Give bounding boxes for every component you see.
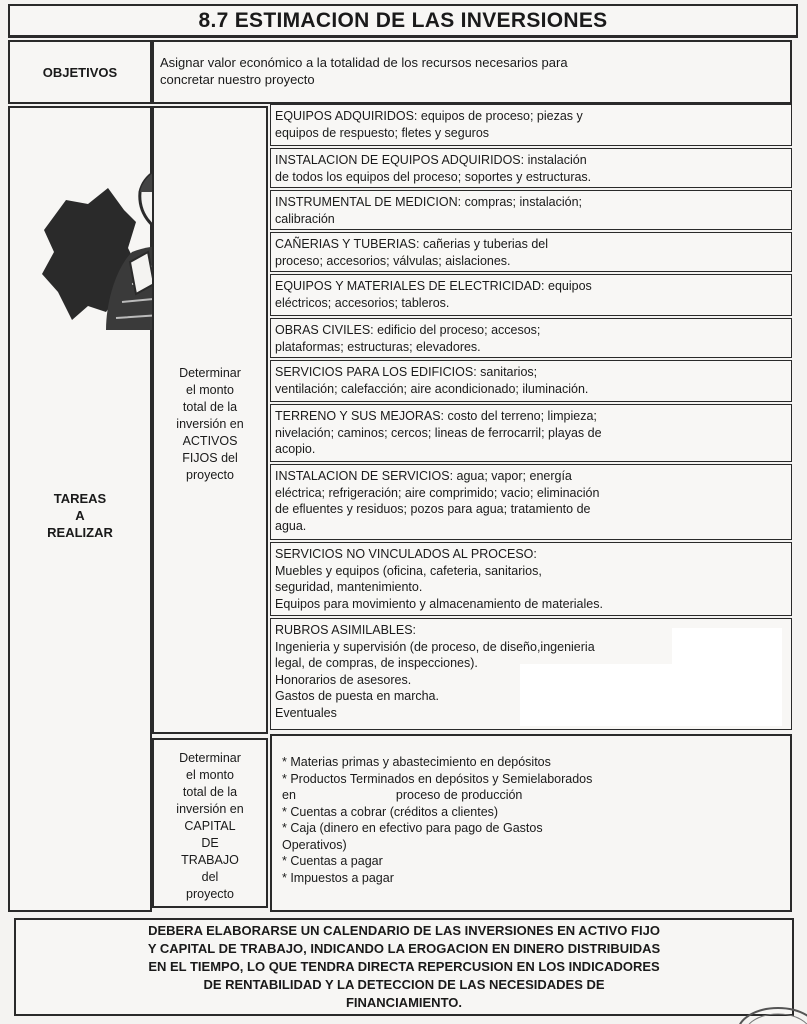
capital-item: * Materias primas y abastecimiento en depósitos — [282, 755, 551, 769]
activo-item-line: eléctrica; refrigeración; aire comprimido; vacio; eliminación — [275, 485, 600, 500]
activo-item-servicios-edificios — [270, 360, 792, 402]
activo-item-instalacion-servicios — [270, 464, 792, 540]
tareas-label-line: A — [75, 508, 85, 523]
activo-item-terreno — [270, 404, 792, 462]
capital-label-line: el monto — [186, 768, 234, 782]
activo-item-electricidad — [270, 274, 792, 316]
capital-label-line: proyecto — [186, 887, 234, 901]
activo-item-line: acopio. — [275, 442, 316, 456]
activo-item-line: Eventuales — [275, 705, 337, 720]
whiteout-mark — [672, 628, 782, 664]
capital-item: * Cuentas a cobrar (créditos a clientes) — [282, 804, 499, 819]
activo-item-line: OBRAS CIVILES: edificio del proceso; accesos; — [275, 323, 541, 337]
footer-line: DEBERA ELABORARSE UN CALENDARIO DE LAS INVERSIONES EN ACTIVO FIJO — [148, 923, 660, 938]
capital-item: * Caja (dinero en efectivo para pago de Gastos — [282, 821, 543, 835]
activo-item-equipos-adquiridos — [270, 104, 792, 146]
activo-item-line: RUBROS ASIMILABLES: — [275, 623, 417, 637]
capital-trabajo-items — [270, 734, 792, 912]
activo-item-line: Muebles y equipos (oficina, cafeteria, sanitarios, — [275, 563, 542, 578]
activo-item-instrumental — [270, 190, 792, 230]
tareas-label-line: REALIZAR — [47, 525, 113, 540]
page-title — [8, 4, 798, 38]
capital-label-line: TRABAJO — [181, 853, 239, 867]
objetivos-text-line: Asignar valor económico a la totalidad de los recursos necesarios para — [160, 55, 568, 70]
activo-item-line: INSTRUMENTAL DE MEDICION: compras; instalación; — [275, 195, 583, 209]
activos-fijos-label-cell — [152, 106, 268, 734]
objetivos-label-cell — [8, 40, 152, 104]
activo-item-canerias — [270, 232, 792, 272]
capital-trabajo-label-cell — [152, 738, 268, 908]
activo-item-line: nivelación; caminos; cercos; lineas de ferrocarril; playas de — [275, 425, 602, 440]
footer-line: Y CAPITAL DE TRABAJO, INDICANDO LA EROGACION EN DINERO DISTRIBUIDAS — [147, 941, 661, 956]
capital-label-line: Determinar — [179, 751, 241, 765]
activos-fijos-label — [172, 365, 247, 484]
activo-item-line: Ingenieria y supervisión (de proceso, de diseño,ingenieria — [275, 639, 595, 654]
activo-item-line: equipos de respuesto; fletes y seguros — [275, 125, 490, 140]
capital-item — [282, 787, 782, 804]
activo-item-line: agua. — [275, 518, 307, 533]
capital-label-line: DE — [201, 836, 219, 850]
activo-item-line: seguridad, mantenimiento. — [275, 580, 423, 594]
capital-item-part: proceso de producción — [395, 788, 523, 802]
objetivos-text-line: concretar nuestro proyecto — [160, 72, 315, 87]
capital-label-line: inversión en — [176, 802, 244, 816]
activo-item-line: SERVICIOS PARA LOS EDIFICIOS: sanitarios; — [275, 365, 538, 379]
activos-fijos-label-line: Determinar — [179, 366, 241, 380]
tareas-label — [8, 490, 152, 541]
stamp-icon — [730, 1004, 807, 1024]
capital-item: * Impuestos a pagar — [282, 870, 394, 885]
activo-item-line: CAÑERIAS Y TUBERIAS: cañerias y tuberias del — [275, 237, 549, 251]
activos-fijos-label-line: proyecto — [186, 468, 234, 482]
footer-line: EN EL TIEMPO, LO QUE TENDRA DIRECTA REPERCUSION EN LOS INDICADORES — [148, 959, 660, 974]
activo-item-instalacion-equipos — [270, 148, 792, 188]
activo-item-obras-civiles — [270, 318, 792, 358]
activos-fijos-label-line: inversión en — [176, 417, 244, 431]
footer-note — [14, 918, 794, 1016]
capital-label-line: CAPITAL — [184, 819, 236, 833]
activo-item-line: SERVICIOS NO VINCULADOS AL PROCESO: — [275, 547, 537, 561]
capital-label-line: del — [201, 870, 219, 884]
activo-item-line: calibración — [275, 211, 335, 226]
capital-item: * Productos Terminados en depósitos y Semielaborados — [282, 771, 593, 786]
capital-item-part: en — [282, 788, 296, 802]
page-title-text: 8.7 ESTIMACION DE LAS INVERSIONES — [198, 8, 608, 32]
capital-trabajo-label — [172, 750, 247, 903]
activo-item-line: EQUIPOS ADQUIRIDOS: equipos de proceso; piezas y — [275, 109, 583, 123]
activo-item-line: Honorarios de asesores. — [275, 672, 412, 687]
tareas-label-line: TAREAS — [53, 491, 107, 506]
objetivos-label: OBJETIVOS — [42, 64, 118, 80]
activo-item-line: TERRENO Y SUS MEJORAS: costo del terreno; limpieza; — [275, 409, 597, 423]
capital-item: Operativos) — [282, 837, 347, 852]
activos-fijos-label-line: total de la — [182, 400, 238, 414]
activo-item-line: Gastos de puesta en marcha. — [275, 689, 439, 703]
activo-item-line: legal, de compras, de inspecciones). — [275, 656, 478, 670]
whiteout-mark — [520, 664, 782, 726]
activo-item-line: de todos los equipos del proceso; soportes y estructuras. — [275, 169, 592, 184]
footer-line: DE RENTABILIDAD Y LA DETECCION DE LAS NECESIDADES DE — [203, 977, 605, 992]
activo-item-line: ventilación; calefacción; aire acondicionado; iluminación. — [275, 381, 589, 396]
activo-item-line: INSTALACION DE SERVICIOS: agua; vapor; energía — [275, 469, 572, 483]
activo-item-line: EQUIPOS Y MATERIALES DE ELECTRICIDAD: equipos — [275, 279, 592, 293]
activo-item-line: eléctricos; accesorios; tableros. — [275, 295, 450, 310]
activo-item-line: INSTALACION DE EQUIPOS ADQUIRIDOS: instalación — [275, 153, 587, 167]
footer-line: FINANCIAMIENTO. — [345, 995, 463, 1010]
capital-item: * Cuentas a pagar — [282, 854, 383, 868]
activos-fijos-label-line: ACTIVOS — [182, 434, 238, 448]
activo-item-line: de efluentes y residuos; pozos para agua; tratamiento de — [275, 502, 591, 516]
activo-item-line: plataformas; estructuras; elevadores. — [275, 339, 481, 354]
objetivos-text-cell — [152, 40, 792, 104]
capital-label-line: total de la — [182, 785, 238, 799]
activos-fijos-label-line: FIJOS del — [182, 451, 238, 465]
activos-fijos-label-line: el monto — [186, 383, 234, 397]
activo-item-line: Equipos para movimiento y almacenamiento de materiales. — [275, 596, 603, 611]
activo-item-line: proceso; accesorios; válvulas; aislaciones. — [275, 253, 511, 268]
activo-item-servicios-no-vinculados — [270, 542, 792, 616]
